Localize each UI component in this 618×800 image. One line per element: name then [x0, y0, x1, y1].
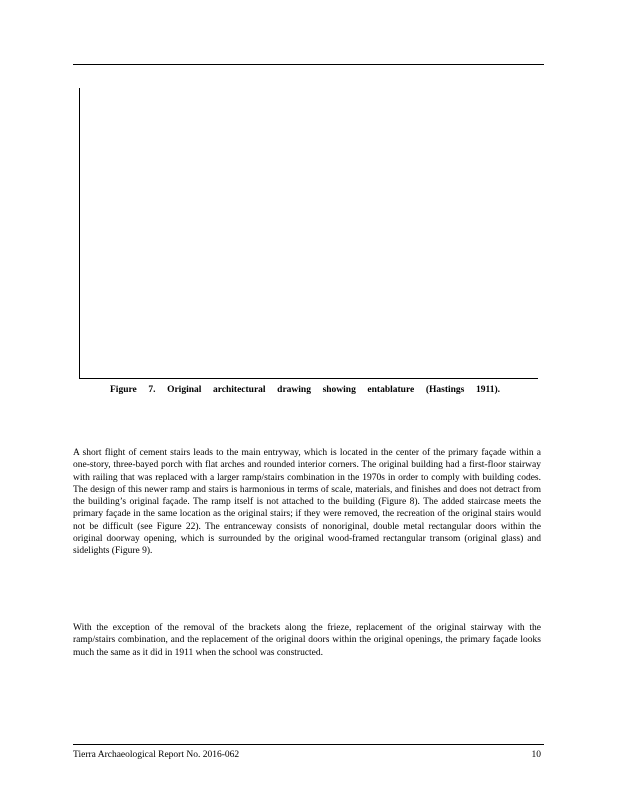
footer-report-title: Tierra Archaeological Report No. 2016-062: [73, 750, 240, 760]
body-paragraph-1: A short flight of cement stairs leads to the main entryway, which is located in the center of the primary façade within a one-story, three-bayed porch with flat arches and rounded interior corners. The original building had a first-floor stairway with railing that was replaced with a larger ramp/stairs combination in the 1970s in order to comply with building codes. The design of this newer ramp and stairs is harmonious in terms of scale, materials, and finishes and does not detract from the building’s original façade. The ramp itself is not attached to the building (Figure 8). The added staircase meets the primary façade in the same location as the original stairs; if they were removed, the recreation of the original stairs would not be difficult (see Figure 22). The entranceway consists of nonoriginal, double metal rectangular doors within the original doorway opening, which is surrounded by the original wood-framed rectangular transom (original glass) and sidelights (Figure 9).: [73, 448, 541, 557]
page-number: 10: [531, 750, 541, 760]
header-rule: [73, 64, 544, 65]
page-footer: [73, 750, 541, 760]
figure-image-area: [79, 88, 538, 379]
body-paragraph-2: With the exception of the removal of the brackets along the frieze, replacement of the original stairway with the ramp/stairs combination, and the replacement of the original doors within the original openings, the primary façade looks much the same as it did in 1911 when the school was constructed.: [73, 623, 541, 658]
footer-rule: [73, 744, 544, 745]
figure-caption: Figure 7. Original architectural drawing showing entablature (Hastings 1911).: [110, 385, 500, 395]
